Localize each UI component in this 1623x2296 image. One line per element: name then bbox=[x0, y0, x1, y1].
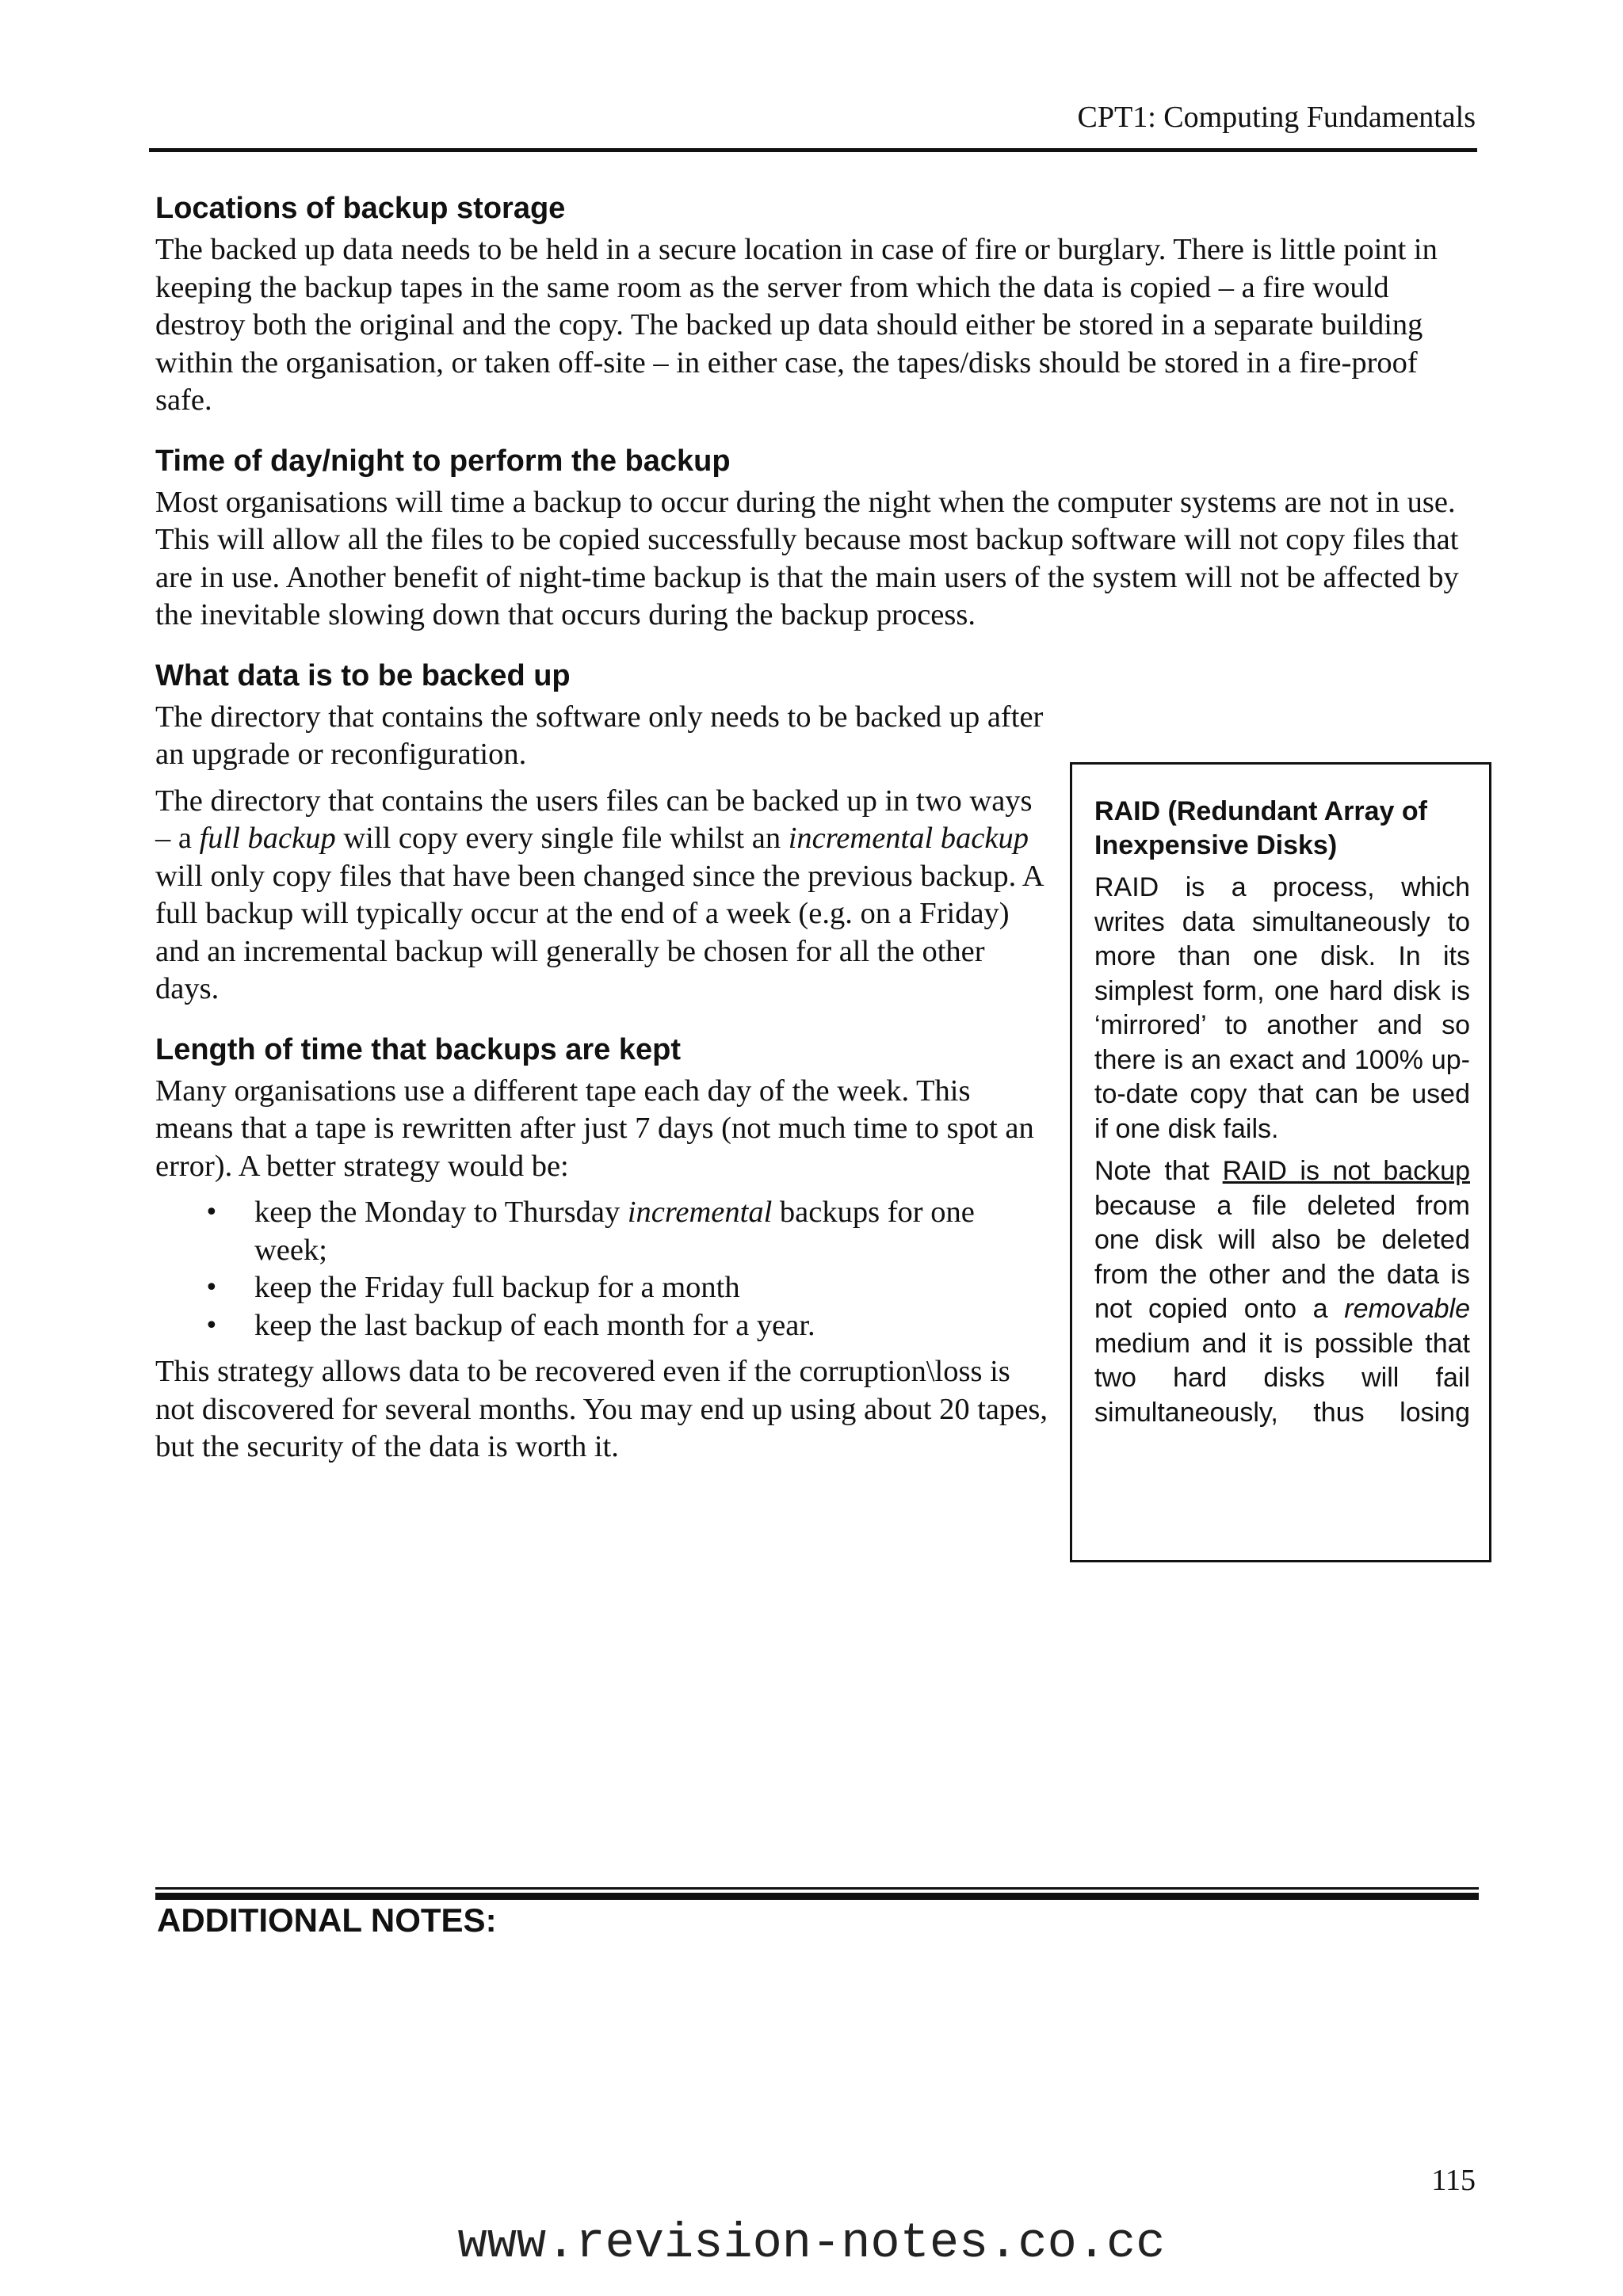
additional-notes-heading: ADDITIONAL NOTES: bbox=[157, 1901, 497, 1939]
text-run: backups for one week; bbox=[254, 1196, 975, 1267]
italic-term: full backup bbox=[199, 822, 336, 855]
page-number: 115 bbox=[1431, 2164, 1476, 2197]
text-run: The directory that contains the users files can be backed up in two ways – a bbox=[155, 784, 1033, 855]
section-paragraph bbox=[155, 783, 1051, 1009]
website-url: www.revision-notes.co.cc bbox=[457, 2215, 1166, 2271]
bullet-icon: • bbox=[204, 1274, 219, 1302]
section-paragraph: Many organisations use a different tape each day of the week. This means that a tape is rewritten after just 7 days (not much time to spot an error). A better strategy would be: bbox=[155, 1074, 1034, 1183]
raid-sidebar-box bbox=[1070, 762, 1491, 1562]
bullet-icon: • bbox=[204, 1311, 219, 1340]
notes-divider bbox=[155, 1887, 1479, 1900]
section-body: The backed up data needs to be held in a secure location in case of fire or burglary. There is little point in keeping the backup tapes in the same room as the server from which the data is copied – a fire would destroy both the original and the copy. The backed up data should either be stored in a separate building within the organisation, or taken off-site – in either case, the tapes/disks should be stored in a fire-proof safe. bbox=[155, 233, 1438, 417]
header-divider bbox=[149, 148, 1477, 152]
text-run: keep the last backup of each month for a year. bbox=[254, 1308, 815, 1342]
sidebar-paragraph bbox=[1094, 1154, 1470, 1430]
sidebar-title: RAID (Redundant Array of Inexpensive Disks) bbox=[1094, 796, 1427, 860]
text-run: will only copy files that have been changed since the previous backup. A full backup will typically occur at the end of a week (e.g. on a Friday) and an incremental backup will generally be chosen for all the other days. bbox=[155, 859, 1043, 1005]
text-run: Note that bbox=[1094, 1156, 1223, 1186]
text-run: will copy every single file whilst an bbox=[335, 822, 789, 855]
section-length-of-time bbox=[155, 1030, 1051, 1466]
list-item bbox=[155, 1194, 1051, 1269]
section-heading: Length of time that backups are kept bbox=[155, 1032, 681, 1066]
section-what-data bbox=[155, 656, 1051, 1009]
section-body: Most organisations will time a backup to occur during the night when the computer systems are not in use. This will allow all the files to be copied successfully because most backup software will not copy files that are in use. Another benefit of night-time backup is that the main users of the system will not be affected by the inevitable slowing down that occurs during the backup process. bbox=[155, 485, 1459, 631]
section-paragraph: The directory that contains the software only needs to be backed up after an upgrade or reconfiguration. bbox=[155, 700, 1044, 771]
italic-term: incremental bbox=[627, 1196, 773, 1229]
section-heading: What data is to be backed up bbox=[155, 658, 571, 692]
sidebar-paragraph: RAID is a process, which writes data simultaneously to more than one disk. In its simplest form, one hard disk is ‘mirrored’ to another and so there is an exact and 100% up-to-date copy that can be used if one disk fails. bbox=[1094, 872, 1470, 1144]
section-time-of-day bbox=[155, 441, 1471, 635]
section-heading: Time of day/night to perform the backup bbox=[155, 444, 731, 478]
section-locations bbox=[155, 189, 1471, 420]
strategy-list bbox=[155, 1194, 1051, 1344]
running-header: CPT1: Computing Fundamentals bbox=[1077, 101, 1476, 134]
text-run: keep the Friday full backup for a month bbox=[254, 1271, 740, 1304]
section-paragraph: This strategy allows data to be recovered even if the corruption\loss is not discovered for several months. You may end up using about 20 tapes, but the security of the data is worth it. bbox=[155, 1355, 1048, 1463]
divider-thick-line bbox=[155, 1893, 1479, 1900]
text-run: because a file deleted from one disk will also be deleted from the other and the data is not copied onto a bbox=[1094, 1190, 1470, 1324]
underlined-term: RAID is not backup bbox=[1222, 1156, 1470, 1186]
text-run: medium and it is possible that two hard disks will fail simultaneously, thus losing bbox=[1094, 1328, 1470, 1428]
list-item bbox=[155, 1269, 1051, 1307]
italic-term: removable bbox=[1344, 1294, 1470, 1324]
section-heading: Locations of backup storage bbox=[155, 192, 566, 225]
italic-term: incremental backup bbox=[788, 822, 1029, 855]
text-run: keep the Monday to Thursday bbox=[254, 1196, 628, 1229]
bullet-icon: • bbox=[204, 1199, 219, 1226]
list-item bbox=[155, 1307, 1051, 1345]
divider-thin-line bbox=[155, 1887, 1479, 1890]
